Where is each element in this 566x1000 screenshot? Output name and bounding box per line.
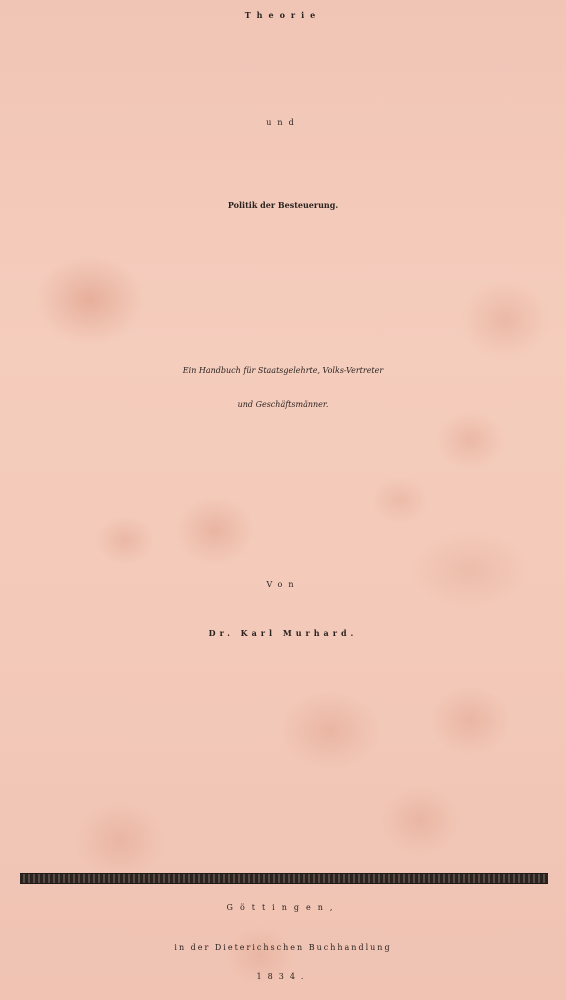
- decorative-rule: [20, 873, 548, 884]
- byline-prefix: Von: [266, 580, 300, 589]
- imprint-year: 1834.: [256, 972, 310, 981]
- title-conjunction: und: [266, 118, 300, 127]
- imprint-city: Göttingen,: [226, 903, 340, 912]
- author-name: Dr. Karl Murhard.: [208, 628, 358, 638]
- imprint-publisher: in der Dieterichschen Buchhandlung: [174, 943, 392, 952]
- subtitle-line-2: und Geschäftsmänner.: [237, 400, 329, 409]
- main-title: Politik der Besteuerung.: [227, 200, 339, 210]
- subtitle-line-1: Ein Handbuch für Staatsgelehrte, Volks-Vertreter: [182, 366, 384, 375]
- title-theorie: Theorie: [244, 10, 322, 20]
